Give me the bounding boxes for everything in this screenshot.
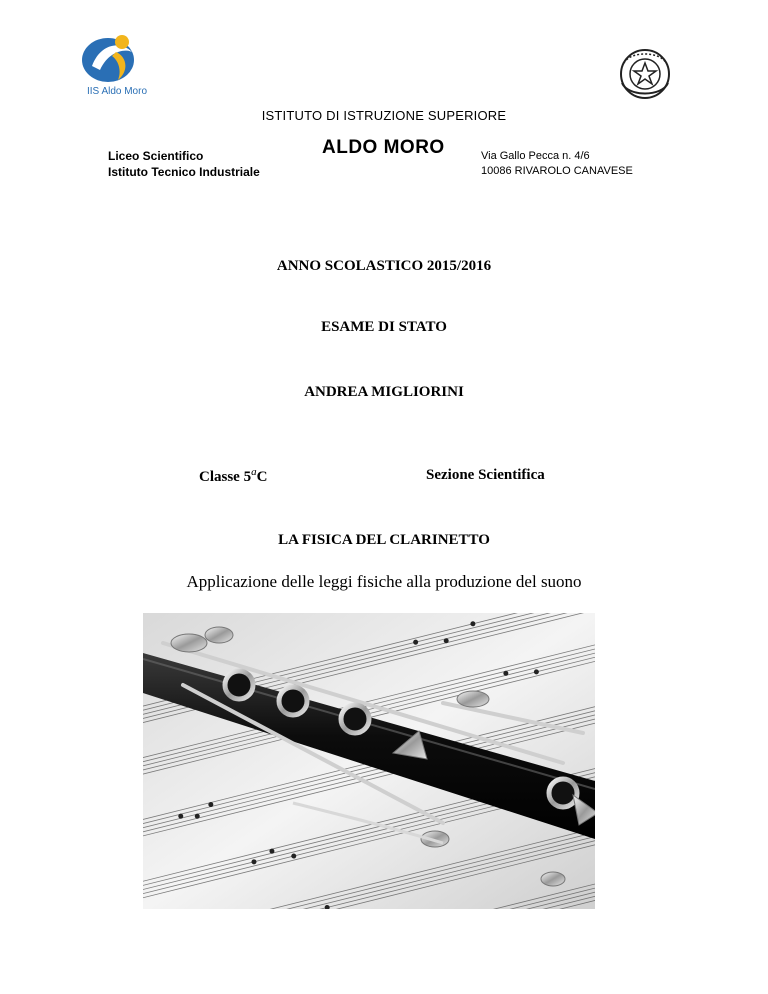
class-label: Classe 5	[199, 469, 252, 485]
school-year: ANNO SCOLASTICO 2015/2016	[276, 258, 492, 274]
school-logo-icon	[78, 30, 156, 86]
institute-type: ISTITUTO DI ISTRUZIONE SUPERIORE	[261, 108, 507, 123]
student-name: ANDREA MIGLIORINI	[304, 384, 464, 400]
logo-caption: IIS Aldo Moro	[86, 86, 148, 97]
thesis-subtitle: Applicazione delle leggi fisiche alla produzione del suono	[186, 572, 582, 591]
clarinet-illustration	[143, 613, 595, 909]
thesis-title: LA FISICA DEL CLARINETTO	[278, 532, 490, 548]
section-info: Sezione Scientifica	[426, 467, 545, 483]
exam-title: ESAME DI STATO	[321, 319, 447, 335]
program-line-2: Istituto Tecnico Industriale	[108, 165, 260, 179]
school-name: ALDO MORO	[322, 137, 445, 158]
clarinet-photo	[143, 613, 595, 909]
school-logo	[78, 30, 156, 100]
republic-emblem	[614, 43, 676, 105]
school-programs	[108, 148, 260, 180]
class-superscript: a	[251, 466, 257, 478]
address-line-1: Via Gallo Pecca n. 4/6	[481, 150, 590, 162]
school-address	[481, 149, 633, 179]
address-line-2: 10086 RIVAROLO CANAVESE	[481, 165, 633, 177]
class-info	[199, 466, 267, 486]
class-letter: C	[256, 469, 268, 485]
program-line-1: Liceo Scientifico	[108, 149, 204, 163]
republic-emblem-icon	[614, 43, 676, 105]
